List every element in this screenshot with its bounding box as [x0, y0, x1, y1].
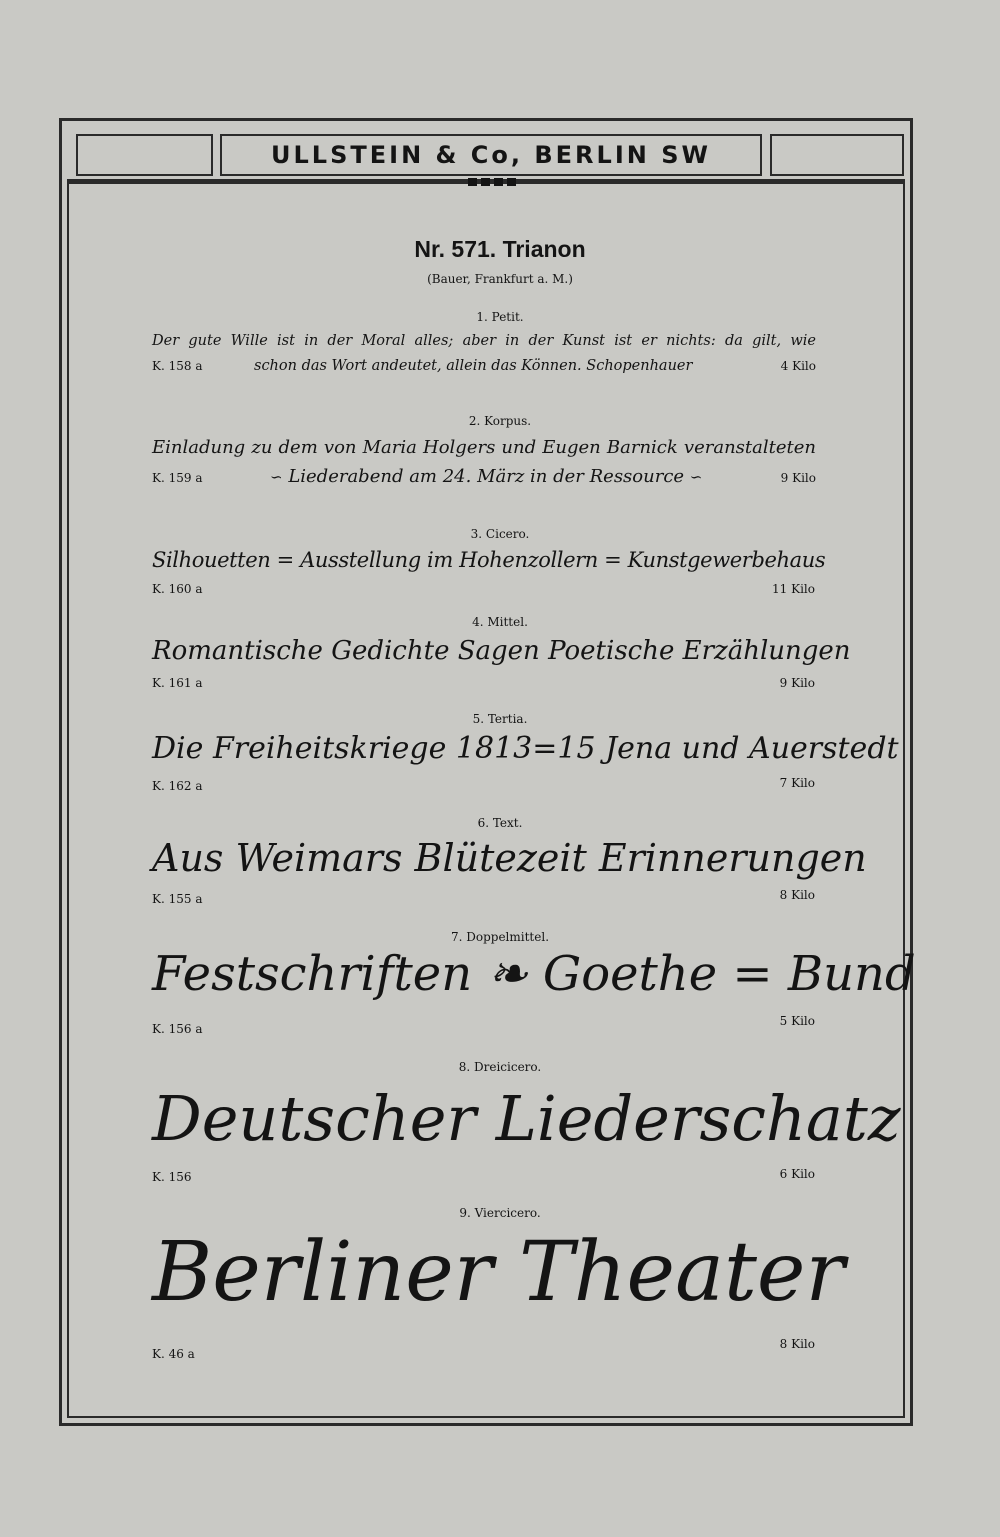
sample-petit-row2 [152, 358, 816, 374]
type-code: K. 156 a [152, 1022, 203, 1036]
sample-korpus-line1: Einladung zu dem von Maria Holgers und Eugen Barnick veranstalteten [152, 437, 816, 458]
header-left-panel [76, 134, 213, 176]
section-label-petit: 1. Petit. [476, 310, 524, 324]
type-weight: 9 Kilo [780, 471, 816, 485]
section-label-text: 6. Text. [477, 816, 523, 830]
section-label-cicero: 3. Cicero. [470, 527, 530, 541]
type-weight: 6 Kilo [779, 1167, 815, 1181]
type-weight: 9 Kilo [779, 676, 815, 690]
type-code: K. 155 a [152, 892, 203, 906]
ornament-icon: ∽ [689, 468, 703, 486]
sample-petit-line1: Der gute Wille ist in der Moral alles; aber in der Kunst ist er nichts: da gilt, wie [152, 333, 816, 349]
sample-cicero: Silhouetten = Ausstellung im Hohenzollern = Kunstgewerbehaus [152, 548, 826, 572]
type-code: K. 159 a [152, 471, 203, 485]
sample-mittel: Romantische Gedichte Sagen Poetische Erzählungen [152, 636, 851, 666]
header-ornament [468, 178, 516, 186]
header-firm-name: ULLSTEIN & Co, BERLIN SW [220, 134, 762, 176]
section-label-mittel: 4. Mittel. [472, 615, 528, 629]
sample-tertia: Die Freiheitskriege 1813=15 Jena und Auerstedt [152, 731, 899, 766]
type-code: K. 158 a [152, 359, 203, 373]
type-code: K. 156 [152, 1170, 192, 1184]
sample-petit-line2: schon das Wort andeutet, allein das Können. Schopenhauer [254, 358, 693, 374]
type-code: K. 160 a [152, 582, 203, 596]
sample-korpus-row2 [152, 466, 816, 487]
page-title: Nr. 571. Trianon [414, 236, 586, 262]
page-subtitle: (Bauer, Frankfurt a. M.) [427, 272, 573, 286]
sample-korpus-line2-wrap [240, 466, 781, 487]
section-label-korpus: 2. Korpus. [468, 414, 532, 428]
section-label-viercicero: 9. Viercicero. [459, 1206, 541, 1220]
type-weight: 8 Kilo [779, 1337, 815, 1351]
type-weight: 8 Kilo [779, 888, 815, 902]
type-weight: 7 Kilo [779, 776, 815, 790]
type-weight: 5 Kilo [779, 1014, 815, 1028]
sample-dreicicero: Deutscher Liederschatz [152, 1082, 901, 1155]
type-code: K. 162 a [152, 779, 203, 793]
type-weight: 4 Kilo [780, 359, 816, 373]
section-label-doppelmittel: 7. Doppelmittel. [450, 930, 550, 944]
section-label-tertia: 5. Tertia. [472, 712, 528, 726]
sample-viercicero: Berliner Theater [152, 1225, 845, 1320]
type-code: K. 161 a [152, 676, 203, 690]
sample-doppelmittel: Festschriften ❧ Goethe = Bund [152, 946, 916, 1002]
sample-text: Aus Weimars Blütezeit Erinnerungen [152, 836, 867, 880]
section-label-dreicicero: 8. Dreicicero. [458, 1060, 542, 1074]
sample-korpus-line2: Liederabend am 24. März in der Ressource [288, 466, 685, 487]
type-code: K. 46 a [152, 1347, 195, 1361]
ornament-icon: ∽ [270, 468, 283, 486]
type-weight: 11 Kilo [772, 582, 815, 596]
header-right-panel [770, 134, 904, 176]
